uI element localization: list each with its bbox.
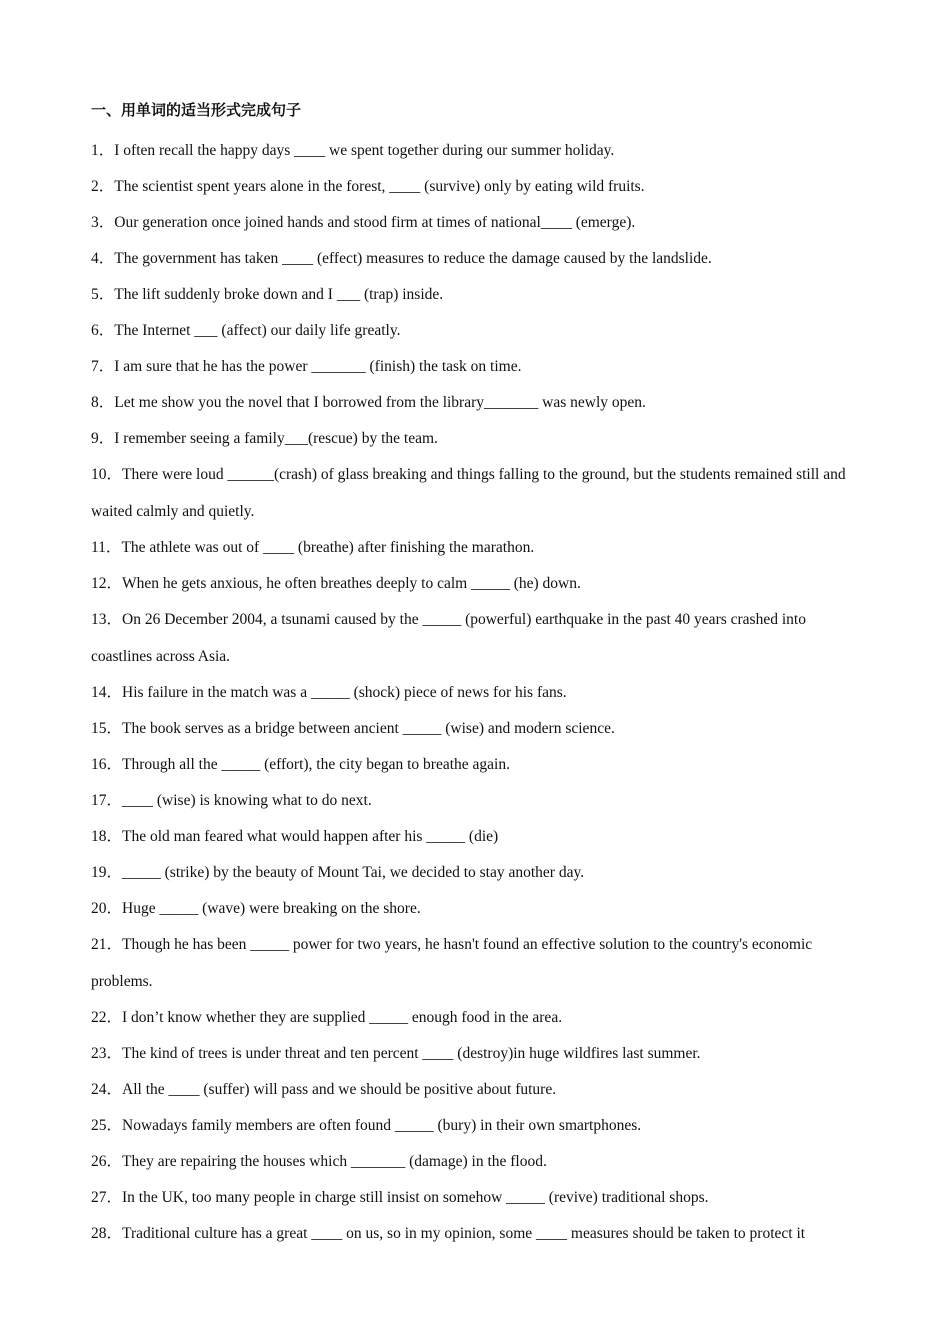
question-text: Our generation once joined hands and stood firm at times of national____ (emerge). bbox=[114, 214, 636, 231]
question-number: 9． bbox=[91, 430, 115, 447]
question-item bbox=[91, 456, 861, 530]
question-text: The government has taken ____ (effect) measures to reduce the damage caused by the landslide. bbox=[114, 250, 712, 267]
question-number: 23． bbox=[91, 1045, 123, 1062]
question-number: 15． bbox=[91, 720, 123, 737]
question-text: _____ (strike) by the beauty of Mount Tai, we decided to stay another day. bbox=[122, 864, 585, 881]
question-text: All the ____ (suffer) will pass and we should be positive about future. bbox=[122, 1081, 557, 1098]
question-text: I am sure that he has the power _______ (finish) the task on time. bbox=[114, 358, 522, 375]
question-number: 5． bbox=[91, 286, 115, 303]
question-number: 6． bbox=[91, 322, 115, 339]
question-number: 17． bbox=[91, 792, 123, 809]
question-text: ____ (wise) is knowing what to do next. bbox=[122, 792, 372, 809]
question-number: 28． bbox=[91, 1225, 123, 1242]
question-text: They are repairing the houses which _______ (damage) in the flood. bbox=[122, 1153, 547, 1170]
question-item bbox=[91, 384, 861, 421]
question-item bbox=[91, 132, 861, 169]
question-number: 13． bbox=[91, 611, 123, 628]
question-item bbox=[91, 276, 861, 313]
question-number: 19． bbox=[91, 864, 123, 881]
question-item bbox=[91, 240, 861, 277]
question-number: 18． bbox=[91, 828, 123, 845]
question-text: The scientist spent years alone in the forest, ____ (survive) only by eating wild fruits. bbox=[114, 178, 645, 195]
question-number: 20． bbox=[91, 900, 123, 917]
question-number: 4． bbox=[91, 250, 115, 267]
question-text: Let me show you the novel that I borrowed from the library_______ was newly open. bbox=[114, 394, 646, 411]
question-text: The athlete was out of ____ (breathe) after finishing the marathon. bbox=[121, 539, 535, 556]
question-item bbox=[91, 420, 861, 457]
question-item bbox=[91, 601, 861, 675]
question-item bbox=[91, 204, 861, 241]
question-item bbox=[91, 1143, 861, 1180]
question-number: 21． bbox=[91, 936, 123, 953]
question-number: 10． bbox=[91, 466, 123, 483]
question-item bbox=[91, 818, 861, 855]
question-text: The lift suddenly broke down and I ___ (trap) inside. bbox=[114, 286, 444, 303]
question-text: The old man feared what would happen after his _____ (die) bbox=[122, 828, 499, 845]
question-item bbox=[91, 1071, 861, 1108]
question-text: Traditional culture has a great ____ on us, so in my opinion, some ____ measures should be taken to protect it bbox=[122, 1225, 806, 1242]
question-text: In the UK, too many people in charge still insist on somehow _____ (revive) traditional shops. bbox=[122, 1189, 709, 1206]
question-item bbox=[91, 710, 861, 747]
question-item bbox=[91, 565, 861, 602]
question-text: The book serves as a bridge between ancient _____ (wise) and modern science. bbox=[122, 720, 615, 737]
question-text: The Internet ___ (affect) our daily life greatly. bbox=[114, 322, 401, 339]
question-text: Nowadays family members are often found _____ (bury) in their own smartphones. bbox=[122, 1117, 642, 1134]
question-text: Huge _____ (wave) were breaking on the shore. bbox=[122, 900, 421, 917]
section-title: 一、用单词的适当形式完成句子 bbox=[91, 101, 302, 119]
question-item bbox=[91, 854, 861, 891]
question-item bbox=[91, 1035, 861, 1072]
question-text: The kind of trees is under threat and ten percent ____ (destroy)in huge wildfires last summer. bbox=[122, 1045, 701, 1062]
question-item bbox=[91, 890, 861, 927]
question-text: Though he has been _____ power for two years, he hasn't found an effective solution to the country's economic problems. bbox=[91, 936, 813, 990]
question-item bbox=[91, 926, 861, 1000]
question-item bbox=[91, 168, 861, 205]
question-number: 12． bbox=[91, 575, 123, 592]
question-number: 8． bbox=[91, 394, 115, 411]
question-item bbox=[91, 746, 861, 783]
question-number: 14． bbox=[91, 684, 123, 701]
question-number: 25． bbox=[91, 1117, 123, 1134]
question-number: 22． bbox=[91, 1009, 123, 1026]
question-item bbox=[91, 529, 861, 566]
question-list bbox=[91, 132, 861, 1252]
question-item bbox=[91, 1179, 861, 1216]
question-item bbox=[91, 1215, 861, 1252]
question-number: 26． bbox=[91, 1153, 123, 1170]
exercise-section bbox=[91, 98, 861, 1252]
question-number: 7． bbox=[91, 358, 115, 375]
question-number: 1． bbox=[91, 142, 115, 159]
question-text: I remember seeing a family___(rescue) by the team. bbox=[114, 430, 438, 447]
question-text: There were loud ______(crash) of glass breaking and things falling to the ground, but the students remained still and waited calmly and quietly. bbox=[91, 466, 846, 520]
question-text: I often recall the happy days ____ we spent together during our summer holiday. bbox=[114, 142, 615, 159]
question-item bbox=[91, 674, 861, 711]
question-number: 27． bbox=[91, 1189, 123, 1206]
question-item bbox=[91, 312, 861, 349]
question-item bbox=[91, 999, 861, 1036]
question-text: Through all the _____ (effort), the city began to breathe again. bbox=[122, 756, 510, 773]
question-number: 16． bbox=[91, 756, 123, 773]
question-text: His failure in the match was a _____ (shock) piece of news for his fans. bbox=[122, 684, 567, 701]
question-number: 3． bbox=[91, 214, 115, 231]
question-item bbox=[91, 782, 861, 819]
question-item bbox=[91, 348, 861, 385]
question-item bbox=[91, 1107, 861, 1144]
question-text: When he gets anxious, he often breathes deeply to calm _____ (he) down. bbox=[122, 575, 581, 592]
question-text: I don’t know whether they are supplied _____ enough food in the area. bbox=[122, 1009, 563, 1026]
question-number: 2． bbox=[91, 178, 115, 195]
question-text: On 26 December 2004, a tsunami caused by the _____ (powerful) earthquake in the past 40 years crashed into coastlines across Asia. bbox=[91, 611, 806, 665]
question-number: 24． bbox=[91, 1081, 123, 1098]
question-number: 11． bbox=[91, 539, 122, 556]
